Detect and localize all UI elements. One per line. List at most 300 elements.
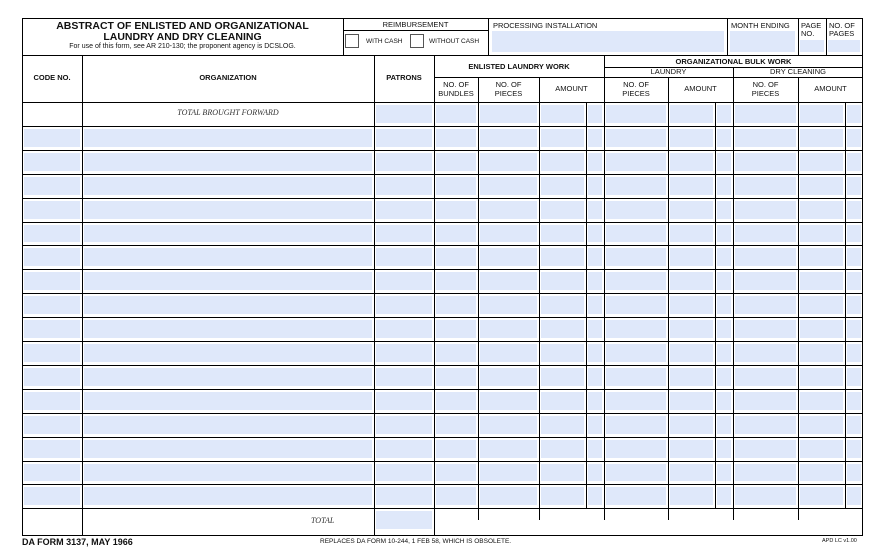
cents-field[interactable]	[717, 225, 731, 242]
row-divider	[22, 389, 863, 390]
cents-field[interactable]	[717, 296, 731, 314]
amount-field[interactable]	[800, 248, 843, 266]
count-field[interactable]	[436, 464, 476, 481]
count-field[interactable]	[606, 272, 666, 290]
count-field[interactable]	[480, 177, 537, 195]
organization-field[interactable]	[84, 272, 372, 290]
count-field[interactable]	[436, 487, 476, 505]
organization-field[interactable]	[84, 129, 372, 147]
patrons-field[interactable]	[376, 272, 432, 290]
count-field[interactable]	[735, 464, 796, 481]
cents-divider	[715, 222, 716, 245]
count-field[interactable]	[480, 416, 537, 434]
count-field[interactable]	[606, 368, 666, 386]
count-field[interactable]	[606, 296, 666, 314]
organization-field[interactable]	[84, 225, 372, 242]
cents-field[interactable]	[717, 320, 731, 338]
count-field[interactable]	[480, 368, 537, 386]
organization-field[interactable]	[84, 440, 372, 458]
count-field[interactable]	[606, 225, 666, 242]
cents-field[interactable]	[717, 392, 731, 410]
cents-divider	[845, 198, 846, 222]
count-field[interactable]	[436, 225, 476, 242]
amount-field[interactable]	[541, 464, 584, 481]
organization-field[interactable]	[84, 368, 372, 386]
amount-field[interactable]	[800, 272, 843, 290]
count-field[interactable]	[735, 487, 796, 505]
row-divider	[22, 317, 863, 318]
row-divider	[22, 293, 863, 294]
cents-field[interactable]	[588, 248, 602, 266]
code-no-field[interactable]	[24, 296, 80, 314]
count-field[interactable]	[436, 129, 476, 147]
row-divider	[22, 245, 863, 246]
cents-field[interactable]	[588, 320, 602, 338]
cents-field[interactable]	[847, 248, 861, 266]
amount-field[interactable]	[541, 296, 584, 314]
amount-field[interactable]	[541, 440, 584, 458]
organization-field[interactable]	[84, 416, 372, 434]
amount-field[interactable]	[800, 129, 843, 147]
patrons-field[interactable]	[376, 392, 432, 410]
with-cash-label: WITH CASH	[366, 38, 403, 45]
amount-field[interactable]	[541, 177, 584, 195]
without-cash-label: WITHOUT CASH	[429, 38, 480, 45]
cents-divider	[586, 150, 587, 174]
count-field[interactable]	[480, 129, 537, 147]
count-field[interactable]	[436, 248, 476, 266]
cents-field[interactable]	[717, 487, 731, 505]
count-field[interactable]	[480, 344, 537, 362]
amount-field[interactable]	[541, 225, 584, 242]
count-field[interactable]	[436, 272, 476, 290]
amount-field[interactable]	[541, 392, 584, 410]
cents-field[interactable]	[847, 464, 861, 481]
code-no-field[interactable]	[24, 272, 80, 290]
cents-divider	[586, 437, 587, 461]
count-field[interactable]	[436, 177, 476, 195]
amount-field[interactable]	[670, 344, 713, 362]
count-field[interactable]	[735, 320, 796, 338]
amount-field[interactable]	[670, 296, 713, 314]
cents-field[interactable]	[717, 153, 731, 171]
count-field[interactable]	[480, 105, 537, 123]
cents-field[interactable]	[717, 416, 731, 434]
count-field[interactable]	[735, 272, 796, 290]
count-field[interactable]	[436, 344, 476, 362]
cents-divider	[715, 126, 716, 150]
count-field[interactable]	[480, 201, 537, 219]
cents-divider	[715, 461, 716, 484]
amount-field[interactable]	[670, 129, 713, 147]
count-field[interactable]	[480, 272, 537, 290]
cents-divider	[586, 317, 587, 341]
patrons-field[interactable]	[376, 177, 432, 195]
cents-field[interactable]	[847, 296, 861, 314]
cents-divider	[715, 150, 716, 174]
patrons-field[interactable]	[376, 464, 432, 481]
patrons-field[interactable]	[376, 511, 432, 529]
amount-field[interactable]	[800, 344, 843, 362]
cents-field[interactable]	[717, 368, 731, 386]
cents-divider	[715, 198, 716, 222]
col-group-org-bulk: ORGANIZATIONAL BULK WORK	[675, 57, 792, 66]
code-no-field[interactable]	[24, 129, 80, 147]
cents-divider	[845, 126, 846, 150]
count-field[interactable]	[436, 416, 476, 434]
count-field[interactable]	[735, 440, 796, 458]
cents-field[interactable]	[588, 201, 602, 219]
amount-field[interactable]	[800, 201, 843, 219]
cents-divider	[586, 174, 587, 198]
form-number: DA FORM 3137, MAY 1966	[22, 537, 133, 547]
amount-field[interactable]	[670, 320, 713, 338]
cents-divider	[845, 269, 846, 293]
cents-field[interactable]	[847, 368, 861, 386]
cents-divider	[586, 198, 587, 222]
patrons-field[interactable]	[376, 440, 432, 458]
code-no-field[interactable]	[24, 201, 80, 219]
cents-divider	[715, 365, 716, 389]
cents-field[interactable]	[717, 177, 731, 195]
row-divider	[22, 413, 863, 414]
organization-field[interactable]	[84, 248, 372, 266]
cents-field[interactable]	[588, 272, 602, 290]
cents-field[interactable]	[717, 201, 731, 219]
organization-field[interactable]	[84, 344, 372, 362]
amount-field[interactable]	[670, 225, 713, 242]
cents-divider	[845, 317, 846, 341]
cents-divider	[715, 484, 716, 508]
patrons-field[interactable]	[376, 320, 432, 338]
amount-field[interactable]	[541, 248, 584, 266]
cents-field[interactable]	[588, 487, 602, 505]
amount-field[interactable]	[670, 105, 713, 123]
count-field[interactable]	[480, 487, 537, 505]
cents-field[interactable]	[588, 153, 602, 171]
amount-field[interactable]	[541, 487, 584, 505]
amount-field[interactable]	[800, 368, 843, 386]
count-field[interactable]	[606, 153, 666, 171]
patrons-field[interactable]	[376, 201, 432, 219]
cents-field[interactable]	[717, 440, 731, 458]
amount-field[interactable]	[670, 392, 713, 410]
col-header-dry-amount: AMOUNT	[814, 84, 847, 93]
amount-field[interactable]	[800, 487, 843, 505]
amount-field[interactable]	[670, 248, 713, 266]
organization-field[interactable]	[84, 177, 372, 195]
amount-field[interactable]	[541, 416, 584, 434]
amount-field[interactable]	[541, 272, 584, 290]
cents-field[interactable]	[588, 440, 602, 458]
cents-divider	[845, 245, 846, 269]
row-divider	[22, 484, 863, 485]
count-field[interactable]	[480, 464, 537, 481]
count-field[interactable]	[606, 440, 666, 458]
cents-divider	[586, 389, 587, 413]
amount-field[interactable]	[670, 201, 713, 219]
cents-field[interactable]	[847, 177, 861, 195]
amount-field[interactable]	[800, 177, 843, 195]
amount-field[interactable]	[541, 368, 584, 386]
cents-field[interactable]	[847, 320, 861, 338]
cents-field[interactable]	[847, 153, 861, 171]
count-field[interactable]	[436, 201, 476, 219]
cents-divider	[845, 365, 846, 389]
cents-field[interactable]	[847, 487, 861, 505]
count-field[interactable]	[735, 344, 796, 362]
amount-field[interactable]	[541, 320, 584, 338]
cents-field[interactable]	[847, 392, 861, 410]
cents-divider	[845, 461, 846, 484]
cents-divider	[586, 222, 587, 245]
cents-field[interactable]	[588, 177, 602, 195]
amount-field[interactable]	[670, 487, 713, 505]
code-no-field[interactable]	[24, 105, 80, 123]
cents-divider	[715, 341, 716, 365]
amount-field[interactable]	[800, 153, 843, 171]
code-no-field[interactable]	[24, 392, 80, 410]
cents-divider	[715, 437, 716, 461]
replaces-note: REPLACES DA FORM 10-244, 1 FEB 58, WHICH IS OBSOLETE.	[320, 538, 512, 545]
count-field[interactable]	[735, 248, 796, 266]
cents-field[interactable]	[717, 248, 731, 266]
count-field[interactable]	[480, 320, 537, 338]
amount-field[interactable]	[541, 129, 584, 147]
count-field[interactable]	[735, 105, 796, 123]
cents-field[interactable]	[847, 105, 861, 123]
count-field[interactable]	[606, 487, 666, 505]
count-field[interactable]	[480, 153, 537, 171]
cents-divider	[586, 341, 587, 365]
count-field[interactable]	[735, 296, 796, 314]
cents-field[interactable]	[847, 201, 861, 219]
count-field[interactable]	[606, 320, 666, 338]
amount-field[interactable]	[541, 344, 584, 362]
cents-field[interactable]	[588, 129, 602, 147]
amount-field[interactable]	[670, 464, 713, 481]
organization-field[interactable]	[84, 320, 372, 338]
count-field[interactable]	[436, 392, 476, 410]
organization-field[interactable]	[84, 153, 372, 171]
cents-divider	[715, 245, 716, 269]
cents-field[interactable]	[588, 392, 602, 410]
cents-field[interactable]	[588, 344, 602, 362]
count-field[interactable]	[480, 225, 537, 242]
code-no-field[interactable]	[24, 368, 80, 386]
col-sub-dry-cleaning: DRY CLEANING	[770, 67, 826, 76]
cents-field[interactable]	[717, 272, 731, 290]
organization-field[interactable]	[84, 487, 372, 505]
code-no-field[interactable]	[24, 416, 80, 434]
code-no-field[interactable]	[24, 440, 80, 458]
organization-field[interactable]	[84, 296, 372, 314]
row-divider	[22, 437, 863, 438]
count-field[interactable]	[606, 392, 666, 410]
count-field[interactable]	[606, 105, 666, 123]
cents-divider	[845, 437, 846, 461]
patrons-field[interactable]	[376, 129, 432, 147]
amount-field[interactable]	[800, 464, 843, 481]
col-header-organization: ORGANIZATION	[199, 73, 257, 82]
col-header-code-no: CODE NO.	[33, 73, 71, 82]
cents-field[interactable]	[588, 368, 602, 386]
patrons-field[interactable]	[376, 368, 432, 386]
count-field[interactable]	[735, 368, 796, 386]
count-field[interactable]	[606, 201, 666, 219]
col-header-enlisted-amount: AMOUNT	[555, 84, 588, 93]
cents-field[interactable]	[847, 440, 861, 458]
form-subtitle: For use of this form, see AR 210-130; the proponent agency is DCSLOG.	[69, 43, 296, 50]
cents-divider	[586, 269, 587, 293]
code-no-field[interactable]	[24, 344, 80, 362]
row-divider	[22, 365, 863, 366]
cents-field[interactable]	[847, 225, 861, 242]
amount-field[interactable]	[800, 440, 843, 458]
amount-field[interactable]	[800, 320, 843, 338]
cents-field[interactable]	[588, 105, 602, 123]
amount-field[interactable]	[670, 153, 713, 171]
cents-field[interactable]	[717, 105, 731, 123]
cents-divider	[715, 317, 716, 341]
amount-field[interactable]	[800, 416, 843, 434]
row-divider	[22, 198, 863, 199]
organization-field[interactable]	[84, 201, 372, 219]
amount-field[interactable]	[800, 296, 843, 314]
amount-field[interactable]	[670, 177, 713, 195]
count-field[interactable]	[436, 296, 476, 314]
patrons-field[interactable]	[376, 225, 432, 242]
cents-field[interactable]	[588, 225, 602, 242]
count-field[interactable]	[480, 296, 537, 314]
cents-divider	[586, 484, 587, 508]
count-field[interactable]	[606, 177, 666, 195]
organization-field[interactable]	[84, 392, 372, 410]
cents-field[interactable]	[847, 344, 861, 362]
count-field[interactable]	[735, 201, 796, 219]
col-header-laundry-amount: AMOUNT	[684, 84, 717, 93]
cents-field[interactable]	[588, 464, 602, 481]
row-divider	[22, 508, 863, 509]
count-field[interactable]	[606, 464, 666, 481]
patrons-field[interactable]	[376, 416, 432, 434]
count-field[interactable]	[606, 129, 666, 147]
patrons-field[interactable]	[376, 153, 432, 171]
cents-divider	[586, 461, 587, 484]
cents-divider	[715, 389, 716, 413]
cents-divider	[845, 222, 846, 245]
cents-divider	[586, 413, 587, 437]
count-field[interactable]	[480, 440, 537, 458]
patrons-field[interactable]	[376, 248, 432, 266]
amount-field[interactable]	[670, 368, 713, 386]
amount-field[interactable]	[800, 105, 843, 123]
count-field[interactable]	[735, 177, 796, 195]
code-no-field[interactable]	[24, 153, 80, 171]
cents-divider	[715, 413, 716, 437]
count-field[interactable]	[436, 105, 476, 123]
row-divider	[22, 150, 863, 151]
count-field[interactable]	[735, 129, 796, 147]
code-no-field[interactable]	[24, 487, 80, 505]
code-no-field[interactable]	[24, 320, 80, 338]
count-field[interactable]	[436, 320, 476, 338]
cents-divider	[845, 102, 846, 126]
processing-installation-label: PROCESSING INSTALLATION	[493, 21, 598, 30]
patrons-field[interactable]	[376, 487, 432, 505]
cents-divider	[586, 102, 587, 126]
count-field[interactable]	[436, 368, 476, 386]
cents-divider	[586, 293, 587, 317]
cents-divider	[845, 484, 846, 508]
count-field[interactable]	[735, 225, 796, 242]
cents-field[interactable]	[847, 129, 861, 147]
amount-field[interactable]	[541, 153, 584, 171]
code-no-field[interactable]	[24, 177, 80, 195]
amount-field[interactable]	[541, 105, 584, 123]
month-ending-label: MONTH ENDING	[731, 21, 790, 30]
row-divider	[22, 461, 863, 462]
code-no-field[interactable]	[24, 225, 80, 242]
count-field[interactable]	[480, 392, 537, 410]
count-field[interactable]	[606, 344, 666, 362]
cents-field[interactable]	[588, 296, 602, 314]
count-field[interactable]	[735, 153, 796, 171]
cents-field[interactable]	[717, 464, 731, 481]
code-no-field[interactable]	[24, 464, 80, 481]
amount-field[interactable]	[800, 392, 843, 410]
cents-field[interactable]	[588, 416, 602, 434]
cents-divider	[715, 293, 716, 317]
amount-field[interactable]	[670, 272, 713, 290]
count-field[interactable]	[606, 248, 666, 266]
col-group-enlisted-laundry: ENLISTED LAUNDRY WORK	[468, 62, 570, 71]
row-divider	[22, 222, 863, 223]
code-no-field[interactable]	[24, 511, 80, 529]
amount-field[interactable]	[670, 416, 713, 434]
amount-field[interactable]	[670, 440, 713, 458]
amount-field[interactable]	[541, 201, 584, 219]
patrons-field[interactable]	[376, 344, 432, 362]
count-field[interactable]	[606, 416, 666, 434]
row-divider	[22, 174, 863, 175]
cents-field[interactable]	[717, 129, 731, 147]
cents-divider	[586, 126, 587, 150]
cents-divider	[845, 174, 846, 198]
count-field[interactable]	[436, 440, 476, 458]
row-divider	[22, 126, 863, 127]
count-field[interactable]	[436, 153, 476, 171]
cents-divider	[845, 293, 846, 317]
cents-field[interactable]	[717, 344, 731, 362]
code-no-field[interactable]	[24, 248, 80, 266]
cents-field[interactable]	[847, 416, 861, 434]
patrons-field[interactable]	[376, 105, 432, 123]
total-label: TOTAL	[311, 516, 335, 525]
count-field[interactable]	[480, 248, 537, 266]
organization-field[interactable]	[84, 464, 372, 481]
form-title-line1: ABSTRACT OF ENLISTED AND ORGANIZATIONAL	[56, 20, 309, 32]
cents-field[interactable]	[847, 272, 861, 290]
count-field[interactable]	[735, 416, 796, 434]
cents-divider	[845, 150, 846, 174]
cents-divider	[715, 269, 716, 293]
patrons-field[interactable]	[376, 296, 432, 314]
cents-divider	[586, 245, 587, 269]
count-field[interactable]	[735, 392, 796, 410]
amount-field[interactable]	[800, 225, 843, 242]
cents-divider	[845, 389, 846, 413]
